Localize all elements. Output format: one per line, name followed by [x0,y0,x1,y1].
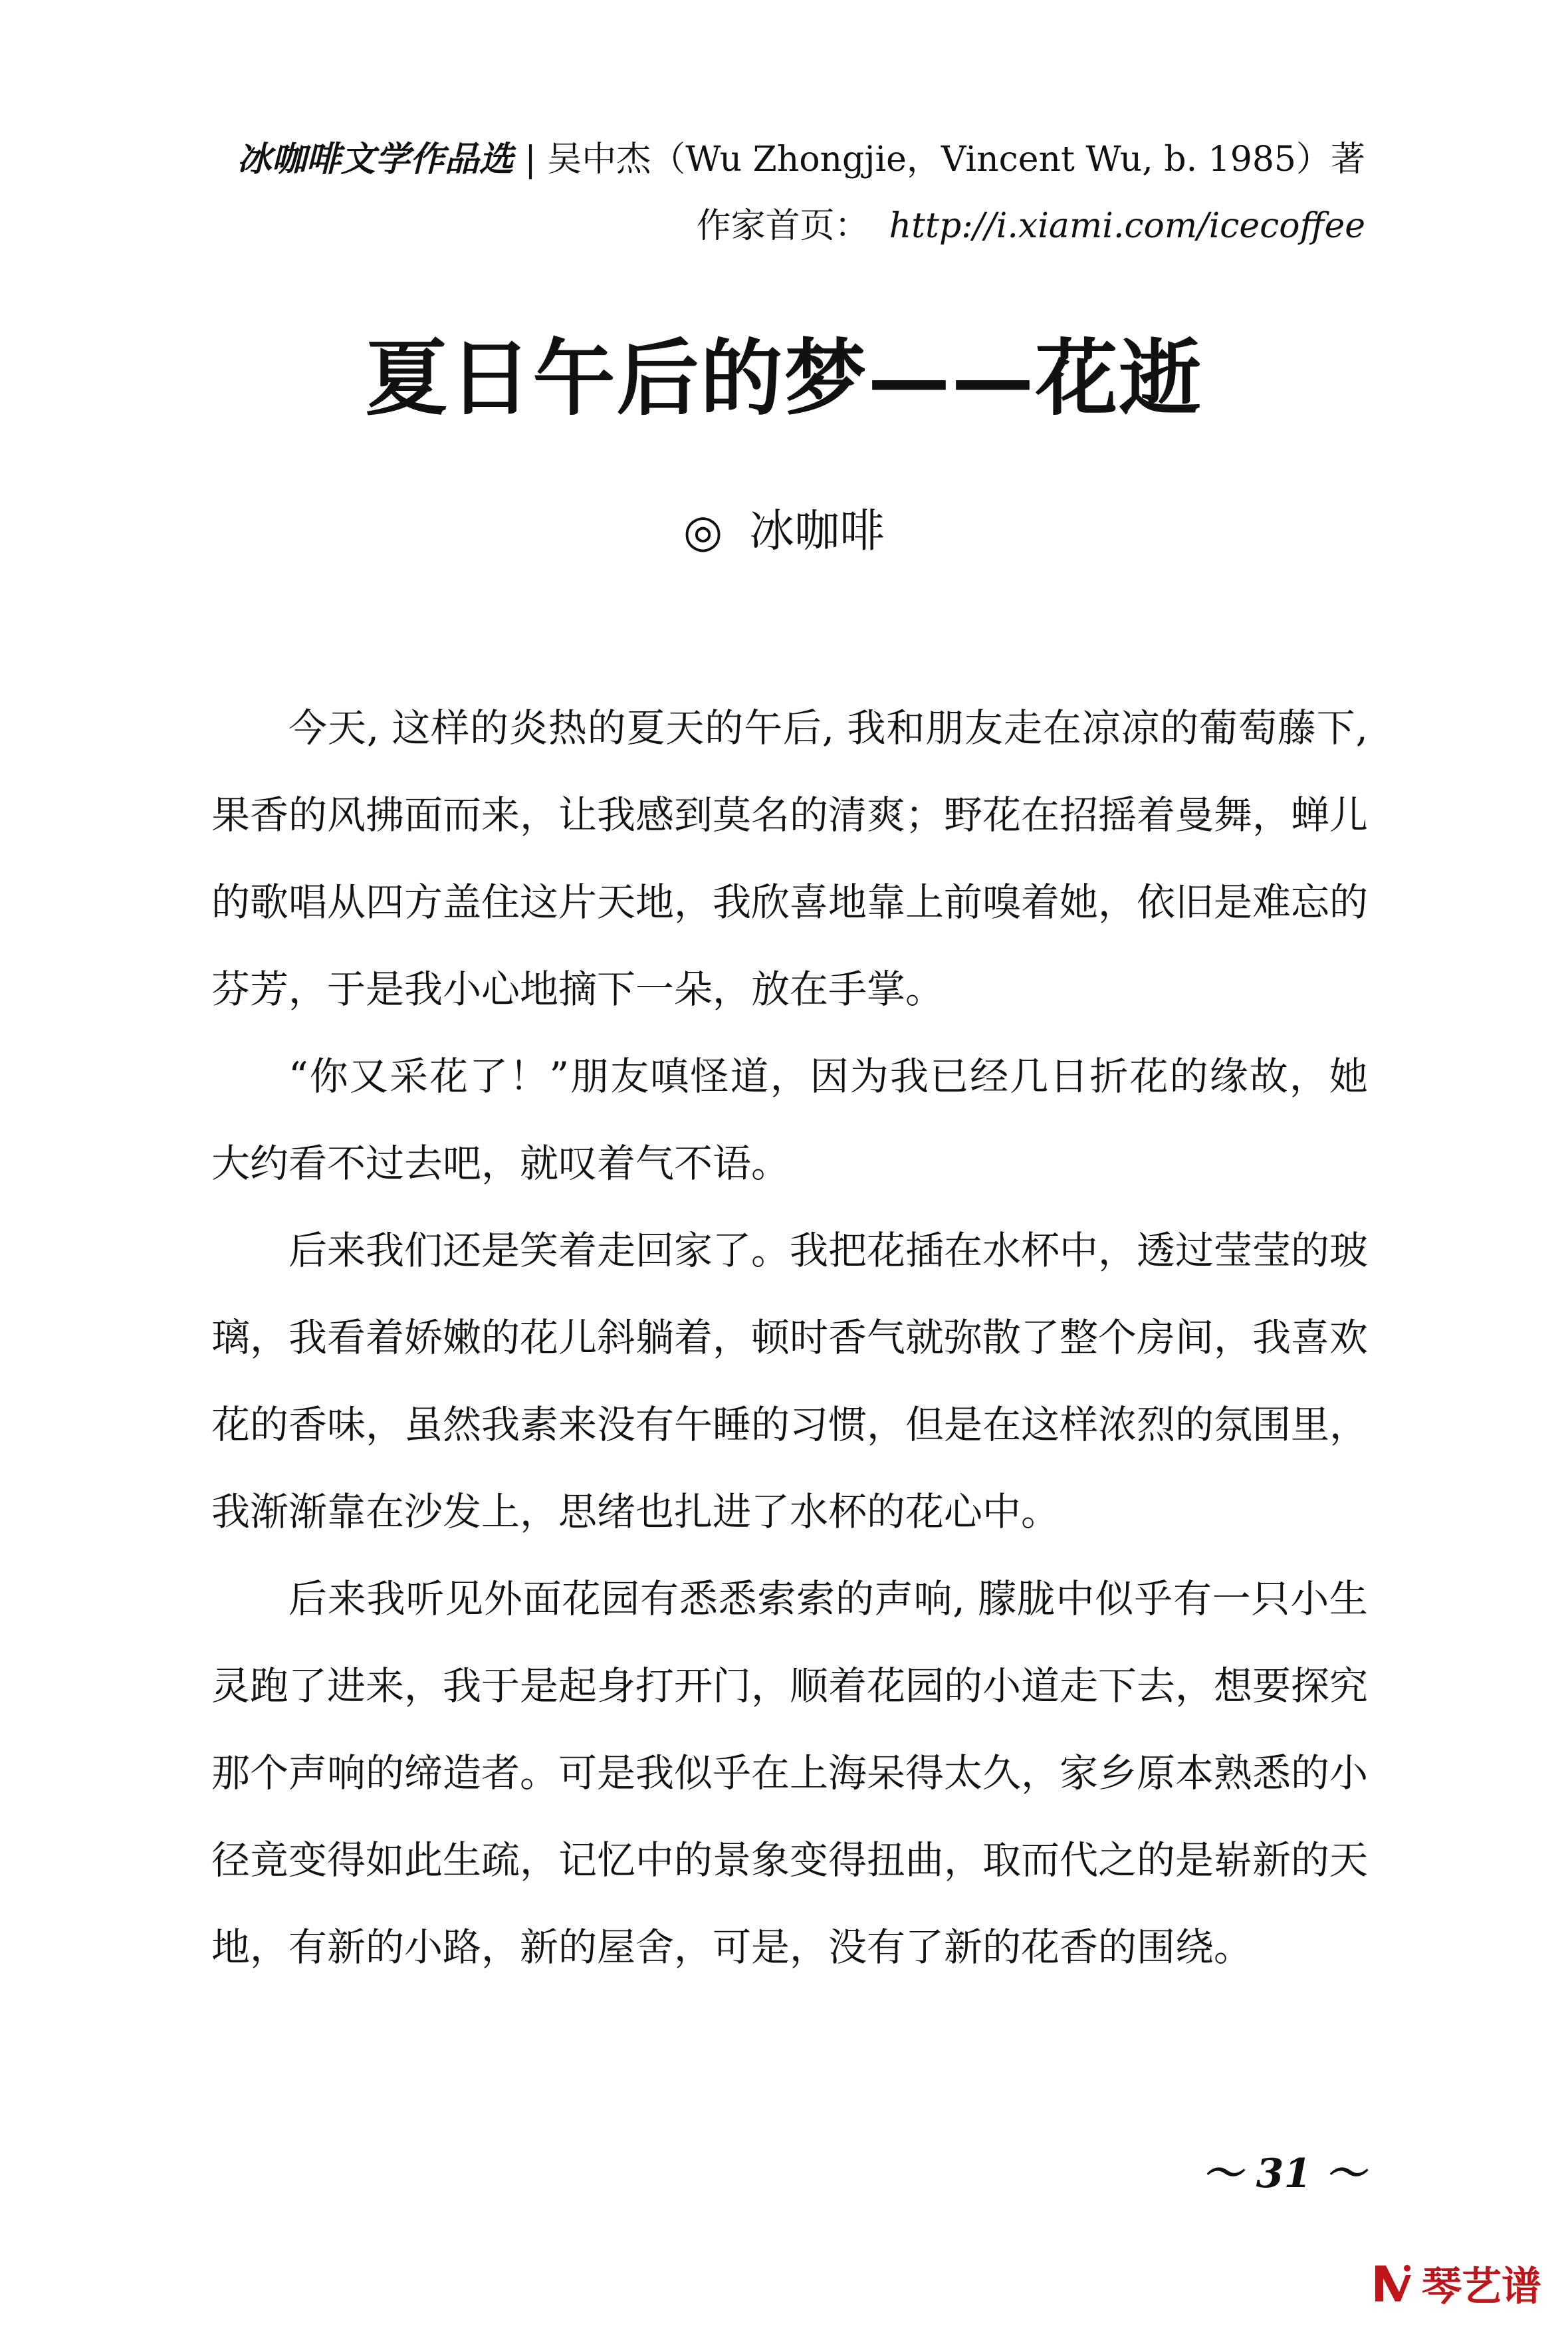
header-separator: | [524,140,536,179]
music-note-icon [1370,2260,1416,2307]
homepage-url[interactable]: http://i.xiami.com/icecoffee [889,206,1365,246]
paragraph: 后来我听见外面花园有悉悉索索的声响, 朦胧中似乎有一只小生灵跑了进来，我于是起身打开门，顺着花园的小道走下去，想要探究那个声响的缔造者。可是我似乎在上海呆得太久，家乡原本熟悉的小径竟变得如此生疏，记忆中的景象变得扭曲，取而代之的是崭新的天地，有新的小路，新的屋舍，可是，没有了新的花香的围绕。 [211,1576,1369,1970]
series-title: 冰咖啡文学作品选 [237,139,514,179]
article-title: 夏日午后的梦——花逝 [365,330,1203,427]
byline-author: 冰咖啡 [749,505,885,558]
logo-text: 琴艺谱 [1422,2264,1541,2310]
article-body [211,685,1368,1991]
page-header [237,126,1365,259]
paragraph: 今天, 这样的炎热的夏天的午后, 我和朋友走在凉凉的葡萄藤下, 果香的风拂面而来，让我感到莫名的清爽；野花在招摇着曼舞，蝉儿的歌唱从四方盖住这片天地，我欣喜地靠上前嗅着她，依旧是难忘的芬芳，于是我小心地摘下一朵，放在手掌。 [211,705,1369,1012]
homepage-label: 作家首页： [696,206,869,246]
paragraph: 后来我们还是笑着走回家了。我把花插在水杯中，透过莹莹的玻璃，我看着娇嫩的花儿斜躺着，顿时香气就弥散了整个房间，我喜欢花的香味，虽然我素来没有午睡的习惯，但是在这样浓烈的氛围里，我渐渐靠在沙发上，思绪也扎进了水杯的花心中。 [211,1228,1369,1534]
header-line-1 [237,126,1365,193]
byline-mark: ◎ [683,505,723,558]
page-number: ～ 31 ～ [1202,2151,1365,2197]
byline [0,495,1568,568]
header-line-2 [237,193,1365,259]
site-logo [1370,2255,1541,2312]
paragraph: “你又采花了！”朋友嗔怪道，因为我已经几日折花的缘故，她大约看不过去吧，就叹着气不语。 [211,1054,1368,1186]
author-line: 吴中杰（Wu Zhongjie，Vincent Wu, b. 1985）著 [547,140,1365,179]
